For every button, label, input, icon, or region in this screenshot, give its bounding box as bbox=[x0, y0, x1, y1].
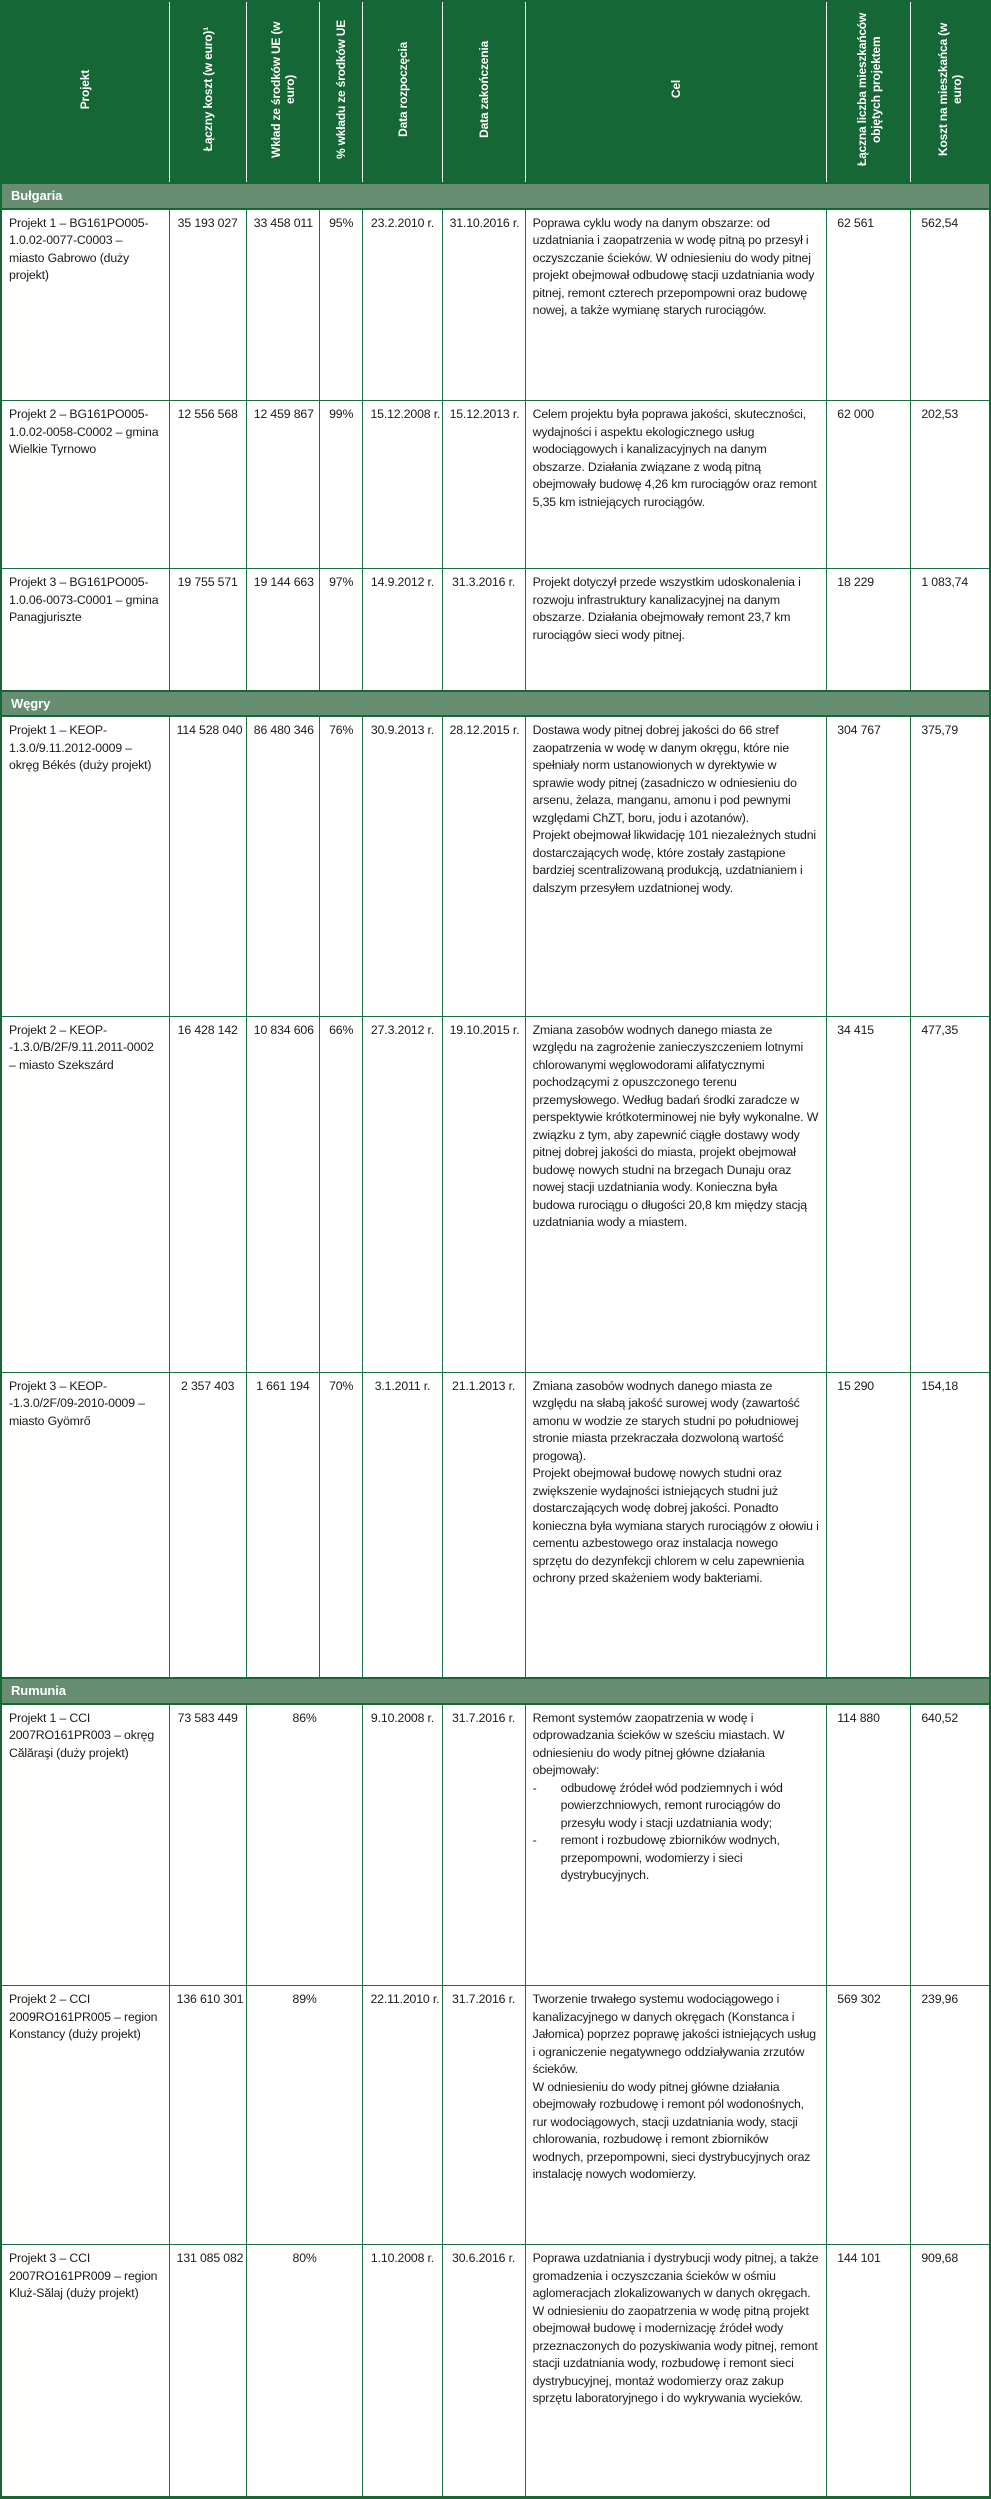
cell-eu-share: 66% bbox=[319, 1016, 363, 1372]
objective-paragraph: W odniesieniu do zaopatrzenia w wodę pitną projekt obejmował budowę i modernizację źródeł wody przeznaczonych do pozyskiwania wody pitnej, remont stacji uzdatniania wody, rozbudowę i remont sieci dystrybucyjnej, montaż wodomierzy oraz zakup sprzętu laboratoryjnego i do wykrywania wycieków. bbox=[532, 2303, 818, 2405]
cell-cost-per-capita: 239,96 bbox=[911, 1986, 990, 2245]
header-row bbox=[1, 1, 990, 183]
cell-end-date: 31.7.2016 r. bbox=[442, 1986, 525, 2245]
cell-project: Projekt 1 – CCI 2007RO161PR003 – okręg Călăraşi (duży projekt) bbox=[1, 1704, 169, 1986]
cell-objective bbox=[525, 569, 827, 691]
cell-end-date: 21.1.2013 r. bbox=[442, 1372, 525, 1678]
cell-total-cost: 19 755 571 bbox=[169, 569, 246, 691]
col-header-laczny-koszt: Łączny koszt (w euro)¹ bbox=[169, 1, 246, 183]
cell-population: 569 302 bbox=[827, 1986, 911, 2245]
cell-eu-share-merged: 89% bbox=[246, 1986, 363, 2245]
objective-paragraph: Projekt obejmował likwidację 101 niezależnych studni dostarczających wodę, które zostały zastąpione bardziej scentralizowaną produkcją, uzdatnianiem i dalszym przesyłem uzdatnionej wody. bbox=[532, 828, 817, 895]
cell-eu-contribution: 10 834 606 bbox=[246, 1016, 319, 1372]
cell-total-cost: 114 528 040 bbox=[169, 716, 246, 1016]
cell-objective bbox=[525, 1016, 827, 1372]
objective-paragraph: Remont systemów zaopatrzenia w wodę i odprowadzania ścieków w sześciu miastach. W odniesieniu do wody pitnej główne działania obejmowały: bbox=[532, 1710, 785, 1777]
table-row-wegry-3 bbox=[1, 1372, 990, 1678]
cell-eu-contribution: 19 144 663 bbox=[246, 569, 319, 691]
cell-project: Projekt 3 – KEOP--1.3.0/2F/09-2010-0009 – miasto Gyömrő bbox=[1, 1372, 169, 1678]
cell-project: Projekt 2 – BG161PO005-1.0.02-0058-C0002 – gmina Wielkie Tyrnowo bbox=[1, 401, 169, 569]
cell-end-date: 31.10.2016 r. bbox=[442, 209, 525, 401]
col-header-procent-wkladu: % wkładu ze środków UE bbox=[319, 1, 363, 183]
cell-objective bbox=[525, 1704, 827, 1986]
list-dash: - bbox=[532, 1833, 537, 1847]
list-item-text: remont i rozbudowę zbiorników wodnych, przepompowni, wodomierzy i sieci dystrybucyjnych. bbox=[560, 1833, 780, 1882]
cell-eu-share: 99% bbox=[319, 401, 363, 569]
table-row-bulgaria-1 bbox=[1, 209, 990, 401]
col-header-data-zakonczenia: Data zakończenia bbox=[442, 1, 525, 183]
table-row-rumunia-3 bbox=[1, 2245, 990, 2498]
cell-objective bbox=[525, 716, 827, 1016]
col-header-data-rozpoczecia: Data rozpoczęcia bbox=[363, 1, 442, 183]
col-header-wklad-ue: Wkład ze środków UE (w euro) bbox=[246, 1, 319, 183]
cell-population: 34 415 bbox=[827, 1016, 911, 1372]
table-row-rumunia-1 bbox=[1, 1704, 990, 1986]
cell-objective bbox=[525, 1986, 827, 2245]
cell-end-date: 31.7.2016 r. bbox=[442, 1704, 525, 1986]
cell-total-cost: 136 610 301 bbox=[169, 1986, 246, 2245]
cell-population: 114 880 bbox=[827, 1704, 911, 1986]
cell-eu-contribution: 12 459 867 bbox=[246, 401, 319, 569]
objective-paragraph: Poprawa uzdatniania i dystrybucji wody pitnej, a także gromadzenia i oczyszczania ścieków w ośmiu aglomeracjach zlokalizowanych w danych okręgach. bbox=[532, 2251, 819, 2300]
col-header-projekt: Projekt bbox=[1, 1, 169, 183]
cell-project: Projekt 3 – BG161PO005-1.0.06-0073-C0001 – gmina Panagjuriszte bbox=[1, 569, 169, 691]
objective-paragraph: Tworzenie trwałego systemu wodociągowego i kanalizacyjnego w danych okręgach (Konstanca i Jałomica) poprzez poprawę jakości istniejących usług i ograniczenie negatywnego oddziaływania zrzutów ścieków. bbox=[532, 1992, 816, 2076]
cell-project: Projekt 2 – CCI 2009RO161PR005 – region Konstancy (duży projekt) bbox=[1, 1986, 169, 2245]
list-dash: - bbox=[532, 1780, 537, 1795]
cell-start-date: 9.10.2008 r. bbox=[363, 1704, 442, 1986]
col-header-liczba-mieszkancow: Łączna liczba mieszkańców objętych projektem bbox=[827, 1, 911, 183]
section-header-bulgaria bbox=[1, 183, 990, 209]
cell-eu-contribution: 1 661 194 bbox=[246, 1372, 319, 1678]
table-header bbox=[1, 1, 990, 183]
cell-cost-per-capita: 477,35 bbox=[911, 1016, 990, 1372]
table-row-bulgaria-3 bbox=[1, 569, 990, 691]
cell-population: 144 101 bbox=[827, 2245, 911, 2498]
cell-eu-share: 76% bbox=[319, 716, 363, 1016]
country-label: Węgry bbox=[1, 691, 990, 717]
cell-project: Projekt 1 – KEOP-1.3.0/9.11.2012-0009 – okręg Békés (duży projekt) bbox=[1, 716, 169, 1016]
objective-paragraph: Celem projektu była poprawa jakości, skuteczności, wydajności i aspektu ekologicznego usług wodociągowych i kanalizacyjnych na danym obszarze. Działania związane z wodą pitną obejmowały budowę 4,26 km rurociągów oraz remont 5,35 km istniejących rurociągów. bbox=[532, 407, 817, 509]
cell-cost-per-capita: 1 083,74 bbox=[911, 569, 990, 691]
cell-project: Projekt 3 – CCI 2007RO161PR009 – region Kluż-Sălaj (duży projekt) bbox=[1, 2245, 169, 2498]
cell-objective bbox=[525, 209, 827, 401]
cell-cost-per-capita: 640,52 bbox=[911, 1704, 990, 1986]
section-header-rumunia bbox=[1, 1678, 990, 1704]
cell-total-cost: 16 428 142 bbox=[169, 1016, 246, 1372]
col-header-koszt-na-mieszkanca: Koszt na mieszkańca (w euro) bbox=[911, 1, 990, 183]
objective-list-item bbox=[533, 1832, 820, 1885]
cell-start-date: 30.9.2013 r. bbox=[363, 716, 442, 1016]
cell-start-date: 23.2.2010 r. bbox=[363, 209, 442, 401]
country-label: Bułgaria bbox=[1, 183, 990, 209]
cell-objective bbox=[525, 1372, 827, 1678]
objective-paragraph: Projekt obejmował budowę nowych studni oraz zwiększenie wydajności istniejących studni już dostarczających wodę dobrej jakości. Ponadto konieczna była wymiana starych rurociągów z ołowiu i cementu azbestowego oraz instalacja nowego sprzętu do dezynfekcji chlorem w celu zapewnienia ochrony przed skażeniem wody bakteriami. bbox=[532, 1466, 819, 1585]
cell-cost-per-capita: 909,68 bbox=[911, 2245, 990, 2498]
objective-paragraph: Dostawa wody pitnej dobrej jakości do 66 stref zaopatrzenia w wodę w danym okręgu, które nie spełniały norm ustanowionych w dyrektywie w sprawie wody pitnej (zasadniczo w odniesieniu do arsenu, żelaza, manganu, amonu i pod pewnymi względami ChZT, boru, jodu i azotanów). bbox=[532, 723, 797, 825]
cell-eu-share: 95% bbox=[319, 209, 363, 401]
section-header-wegry bbox=[1, 691, 990, 717]
objective-paragraph: Projekt dotyczył przede wszystkim udoskonalenia i rozwoju infrastruktury kanalizacyjnej na danym obszarze. Działania obejmowały remont 23,7 km rurociągów sieci wody pitnej. bbox=[532, 575, 801, 642]
cell-total-cost: 35 193 027 bbox=[169, 209, 246, 401]
cell-eu-share: 70% bbox=[319, 1372, 363, 1678]
cell-cost-per-capita: 375,79 bbox=[911, 716, 990, 1016]
cell-population: 18 229 bbox=[827, 569, 911, 691]
cell-objective bbox=[525, 401, 827, 569]
cell-start-date: 15.12.2008 r. bbox=[363, 401, 442, 569]
objective-list-item bbox=[533, 1780, 820, 1833]
objective-paragraph: Poprawa cyklu wody na danym obszarze: od uzdatniania i zaopatrzenia w wodę pitną po przesył i oczyszczanie ścieków. W odniesieniu do wody pitnej projekt obejmował odbudowę stacji uzdatniania wody pitnej, remont czterech przepompowni oraz budowę nowej, a także wymianę starych rurociągów. bbox=[532, 215, 815, 317]
cell-total-cost: 2 357 403 bbox=[169, 1372, 246, 1678]
cell-total-cost: 131 085 082 bbox=[169, 2245, 246, 2498]
cell-population: 15 290 bbox=[827, 1372, 911, 1678]
cell-start-date: 14.9.2012 r. bbox=[363, 569, 442, 691]
cell-start-date: 22.11.2010 r. bbox=[363, 1986, 442, 2245]
col-header-cel: Cel bbox=[525, 1, 827, 183]
cell-end-date: 15.12.2013 r. bbox=[442, 401, 525, 569]
cell-project: Projekt 2 – KEOP--1.3.0/B/2F/9.11.2011-0002 – miasto Szekszárd bbox=[1, 1016, 169, 1372]
cell-eu-contribution: 33 458 011 bbox=[246, 209, 319, 401]
cell-start-date: 1.10.2008 r. bbox=[363, 2245, 442, 2498]
cell-end-date: 28.12.2015 r. bbox=[442, 716, 525, 1016]
country-label: Rumunia bbox=[1, 1678, 990, 1704]
cell-start-date: 3.1.2011 r. bbox=[363, 1372, 442, 1678]
cell-end-date: 19.10.2015 r. bbox=[442, 1016, 525, 1372]
cell-eu-share: 97% bbox=[319, 569, 363, 691]
table-row-bulgaria-2 bbox=[1, 401, 990, 569]
cell-population: 62 561 bbox=[827, 209, 911, 401]
cell-total-cost: 73 583 449 bbox=[169, 1704, 246, 1986]
table-row-wegry-1 bbox=[1, 716, 990, 1016]
table-row-wegry-2 bbox=[1, 1016, 990, 1372]
cell-population: 304 767 bbox=[827, 716, 911, 1016]
cell-population: 62 000 bbox=[827, 401, 911, 569]
table-row-rumunia-2 bbox=[1, 1986, 990, 2245]
cell-cost-per-capita: 562,54 bbox=[911, 209, 990, 401]
cell-cost-per-capita: 154,18 bbox=[911, 1372, 990, 1678]
objective-paragraph: Zmiana zasobów wodnych danego miasta ze względu na słabą jakość surowej wody (zawartość amonu w wodzie ze starych studni po południowej stronie miasta przekraczała dozwoloną wartość progową). bbox=[532, 1378, 800, 1463]
objective-paragraph: Zmiana zasobów wodnych danego miasta ze względu na zagrożenie zanieczyszczeniem lotnymi chlorowanymi węglowodorami alifatycznymi pochodzącymi z opuszczonego terenu przemysłowego. Według badań środki zaradcze w perspektywie krótkoterminowej nie były wykonalne. W związku z tym, aby zapewnić ciągłe dostawy wody pitnej dobrej jakości do miasta, projekt obejmował budowę nowych studni na brzegach Dunaju oraz nowej stacji uzdatniania wody. Konieczna była budowa rurociągu o długości 20,8 km między stacją uzdatniania wody a miastem. bbox=[532, 1022, 819, 1229]
objective-paragraph: W odniesieniu do wody pitnej główne działania obejmowały rozbudowę i remont pól wodonośnych, rur wodociągowych, stacji uzdatniania wody, stacji chlorowania, rozbudowę i remont zbiorników wodnych, przepompowni, sieci dystrybucyjnych oraz instalację nowych wodomierzy. bbox=[532, 2079, 811, 2181]
cell-project: Projekt 1 – BG161PO005-1.0.02-0077-C0003 – miasto Gabrowo (duży projekt) bbox=[1, 209, 169, 401]
cell-end-date: 30.6.2016 r. bbox=[442, 2245, 525, 2498]
cell-end-date: 31.3.2016 r. bbox=[442, 569, 525, 691]
cell-total-cost: 12 556 568 bbox=[169, 401, 246, 569]
cell-start-date: 27.3.2012 r. bbox=[363, 1016, 442, 1372]
cell-eu-share-merged: 80% bbox=[246, 2245, 363, 2498]
list-item-text: odbudowę źródeł wód podziemnych i wód powierzchniowych, remont rurociągów do przesyłu wody i stacji uzdatniania wody; bbox=[560, 1780, 783, 1830]
cell-cost-per-capita: 202,53 bbox=[911, 401, 990, 569]
cell-objective bbox=[525, 2245, 827, 2498]
cell-eu-share-merged: 86% bbox=[246, 1704, 363, 1986]
cell-eu-contribution: 86 480 346 bbox=[246, 716, 319, 1016]
